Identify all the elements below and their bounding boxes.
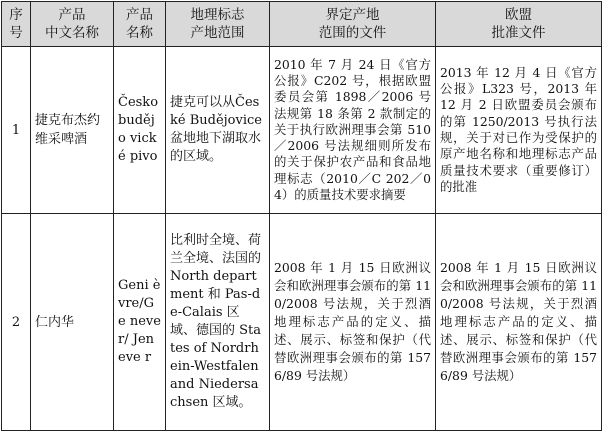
row-seq: 2 — [2, 214, 31, 431]
row-eu-doc: 2008 年 1 月 15 日欧洲议会和欧洲理事会颁布的第 110/2008 号法规，关于烈酒地理标志产品的定义、描述、展示、标签和保护（代替欧洲理事会颁布的第 1576/89 号法规） — [436, 214, 602, 431]
header-def-doc: 界定产地 范围的文件 — [270, 2, 436, 47]
row-eu-doc: 2013 年 12 月 4 日《官方公报》L323 号，2013 年 12 月 2 日欧盟委员会颁布的第 1250/2013 号执行法规，关于对已作为受保护的原产地名称和地理标志产品质量技术要求（重要修订）的批准 — [436, 47, 602, 214]
row-area: 比利时全境、荷兰全境、法国的 North department 和 Pas-de-Calais 区域、德国的 States of Nordrhein-Westfalenand Niedersachsen 区域。 — [166, 214, 270, 431]
header-row — [2, 2, 602, 47]
table-row — [2, 214, 602, 431]
row-name-cn: 仁内华 — [31, 214, 114, 431]
header-area: 地理标志 产地范围 — [166, 2, 270, 47]
row-def-doc: 2010 年 7 月 24 日《官方公报》C202 号，根据欧盟委员会第 1898／2006 号法规第 18 条第 2 款制定的关于执行欧洲理事会第 510／2006 号法规细则所发布的关于保护农产品和食品地理标志（2010／C 202／04）的质量技术要求摘要 — [270, 47, 436, 214]
row-name-cn: 捷克布杰约维采啤酒 — [31, 47, 114, 214]
header-name: 产品 名称 — [114, 2, 166, 47]
row-name: Geni è vre/Ge never/ Jeneve r — [114, 214, 166, 431]
row-name: Česko budějo vick é pivo — [114, 47, 166, 214]
table-row — [2, 47, 602, 214]
row-seq: 1 — [2, 47, 31, 214]
row-area: 捷克可以从České Budějovice 盆地地下湖取水的区域。 — [166, 47, 270, 214]
geographical-indication-table — [1, 1, 602, 431]
header-seq: 序 号 — [2, 2, 31, 47]
header-eu-doc: 欧盟 批准文件 — [436, 2, 602, 47]
row-def-doc: 2008 年 1 月 15 日欧洲议会和欧洲理事会颁布的第 110/2008 号法规，关于烈酒地理标志产品的定义、描述、展示、标签和保护（代替欧洲理事会颁布的第 1576/89 号法规） — [270, 214, 436, 431]
header-name-cn: 产品 中文名称 — [31, 2, 114, 47]
